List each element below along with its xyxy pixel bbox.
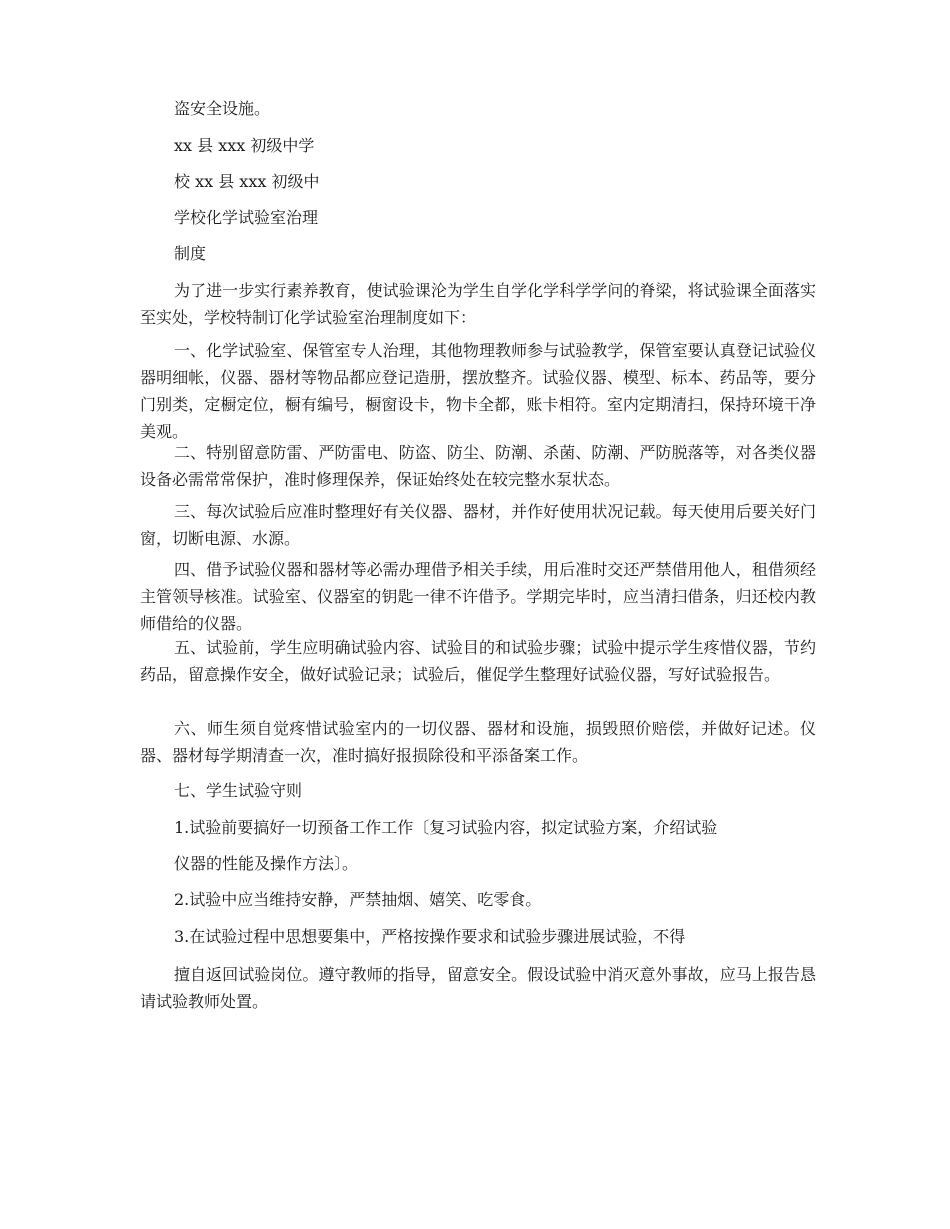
- paragraph-rule-5: 五、试验前，学生应明确试验内容、试验目的和试验步骤；试验中提示学生疼惜仪器，节约药品，留意操作安全，做好试验记录；试验后，催促学生整理好试验仪器，写好试验报告。: [140, 638, 816, 684]
- paragraph-rule-4: 四、借予试验仪器和器材等必需办理借予相关手续，用后准时交还严禁借用他人，租借须经主管领导核准。试验室、仪器室的钥匙一律不许借予。学期完毕时，应当清扫借条，归还校内教师借给的仪器。: [140, 560, 816, 633]
- text-line-safety-facilities: 盗安全设施。: [174, 99, 271, 118]
- heading-system: 制度: [174, 244, 207, 263]
- text-line-school-name-repeat: 校 xx 县 xxx 初级中: [174, 172, 320, 191]
- heading-lab-management: 学校化学试验室治理: [174, 208, 319, 227]
- paragraph-rule-3: 三、每次试验后应准时整理好有关仪器、器材，并作好使用状况记载。每天使用后要关好门窗，切断电源、水源。: [140, 502, 816, 548]
- paragraph-final: 擅自返回试验岗位。遵守教师的指导，留意安全。假设试验中消灭意外事故，应马上报告恳请试验教师处置。: [140, 965, 816, 1011]
- paragraph-rule-6: 六、师生须自觉疼惜试验室内的一切仪器、器材和设施，损毁照价赔偿，并做好记述。仪器、器材每学期清查一次，准时搞好报损除役和平添备案工作。: [140, 719, 816, 765]
- paragraph-intro: 为了进一步实行素养教育，使试验课沦为学生自学化学科学学问的脊梁，将试验课全面落实至实处，学校特制订化学试验室治理制度如下：: [140, 281, 816, 327]
- student-rule-1-line-2: 仪器的性能及操作方法〕。: [174, 854, 359, 873]
- student-rule-2: 2.试验中应当维持安静，严禁抽烟、嬉笑、吃零食。: [174, 890, 542, 909]
- paragraph-rule-2: 二、特别留意防雷、严防雷电、防盗、防尘、防潮、杀菌、防潮、严防脱落等，对各类仪器设备必需常常保护，准时修理保养，保证始终处在较完整水泵状态。: [140, 443, 816, 489]
- text-line-school-name: xx 县 xxx 初级中学: [174, 136, 315, 155]
- paragraph-rule-1: 一、化学试验室、保管室专人治理，其他物理教师参与试验教学，保管室要认真登记试验仪器明细帐，仪器、器材等物品都应登记造册，摆放整齐。试验仪器、模型、标本、药品等，要分门别类，定橱定位，橱有编号，橱窗设卡，物卡全都，账卡相符。室内定期清扫，保持环境干净美观。: [140, 341, 816, 441]
- heading-student-rules: 七、学生试验守则: [174, 781, 303, 800]
- student-rule-3: 3.在试验过程中思想要集中，严格按操作要求和试验步骤进展试验，不得: [174, 927, 686, 946]
- student-rule-1-line-1: 1.试验前要搞好一切预备工作工作〔复习试验内容，拟定试验方案，介绍试验: [174, 818, 718, 837]
